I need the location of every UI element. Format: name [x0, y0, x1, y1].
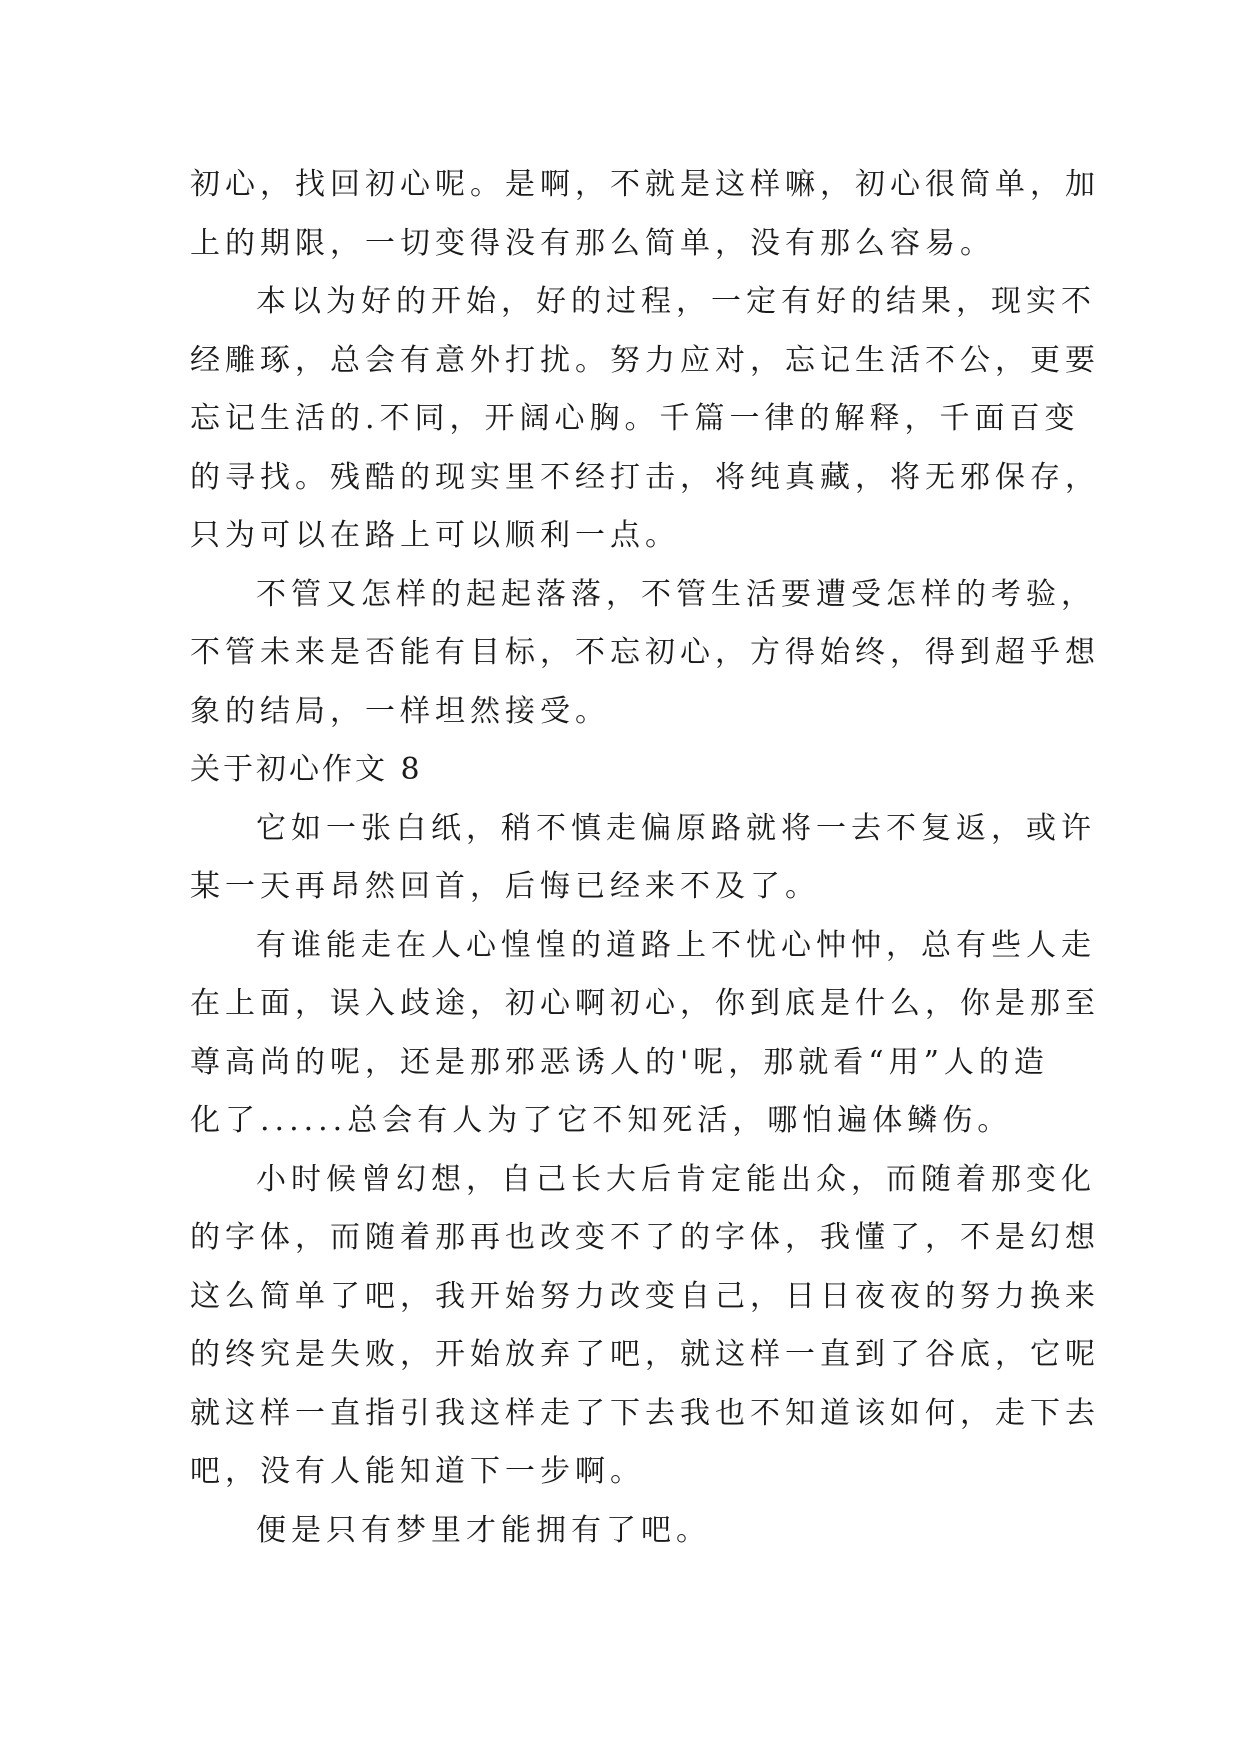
document-body [190, 156, 1100, 1560]
paragraph [190, 1502, 1050, 1561]
text-line: 不管又怎样的起起落落，不管生活要遭受怎样的考验， [256, 576, 1096, 612]
text-line: 的终究是失败，开始放弃了吧，就这样一直到了谷底，它呢 [190, 1337, 1100, 1372]
text-line: 便是只有梦里才能拥有了吧。 [256, 1512, 711, 1548]
text-line: 在上面，误入歧途，初心啊初心，你到底是什么，你是那至 [190, 986, 1100, 1021]
text-line: 只为可以在路上可以顺利一点。 [190, 518, 680, 553]
text-line: 上的期限，一切变得没有那么简单，没有那么容易。 [190, 225, 995, 261]
text-line: 有谁能走在人心惶惶的道路上不忧心忡忡，总有些人走 [256, 927, 1096, 963]
text-line: 的寻找。残酷的现实里不经打击，将纯真藏，将无邪保存， [190, 459, 1100, 495]
text-line: 吧，没有人能知道下一步啊。 [190, 1454, 645, 1489]
text-line: 经雕琢，总会有意外打扰。努力应对，忘记生活不公，更要 [190, 342, 1100, 378]
text-line: 的字体，而随着那再也改变不了的字体，我懂了，不是幻想 [190, 1220, 1100, 1255]
text-line: 它如一张白纸，稍不慎走偏原路就将一去不复返，或许 [256, 810, 1096, 846]
text-line: 化了......总会有人为了它不知死活，哪怕遍体鳞伤。 [190, 1103, 1013, 1138]
section-heading: 关于初心作文 8 [190, 752, 423, 787]
text-line: 忘记生活的.不同，开阔心胸。千篇一律的解释，千面百变 [190, 401, 1080, 436]
text-line: 尊高尚的呢，还是那邪恶诱人的'呢，那就看“用”人的造 [190, 1044, 1049, 1080]
paragraph [190, 917, 1100, 1151]
text-line: 本以为好的开始，好的过程，一定有好的结果，现实不 [256, 284, 1096, 319]
text-line: 象的结局，一样坦然接受。 [190, 693, 610, 729]
paragraph [190, 273, 1100, 566]
text-line: 这么简单了吧，我开始努力改变自己，日日夜夜的努力换来 [190, 1278, 1100, 1314]
text-line: 某一天再昂然回首，后悔已经来不及了。 [190, 869, 820, 904]
text-line: 小时候曾幻想，自己长大后肯定能出众，而随着那变化 [256, 1161, 1096, 1197]
text-line: 不管未来是否能有目标，不忘初心，方得始终，得到超乎想 [190, 635, 1100, 670]
text-line: 初心，找回初心呢。是啊，不就是这样嘛，初心很简单，加 [190, 167, 1100, 202]
paragraph [190, 566, 1100, 742]
text-line: 就这样一直指引我这样走了下去我也不知道该如何，走下去 [190, 1395, 1100, 1431]
paragraph [190, 156, 1100, 273]
paragraph [190, 800, 1096, 917]
paragraph [190, 1151, 1100, 1502]
